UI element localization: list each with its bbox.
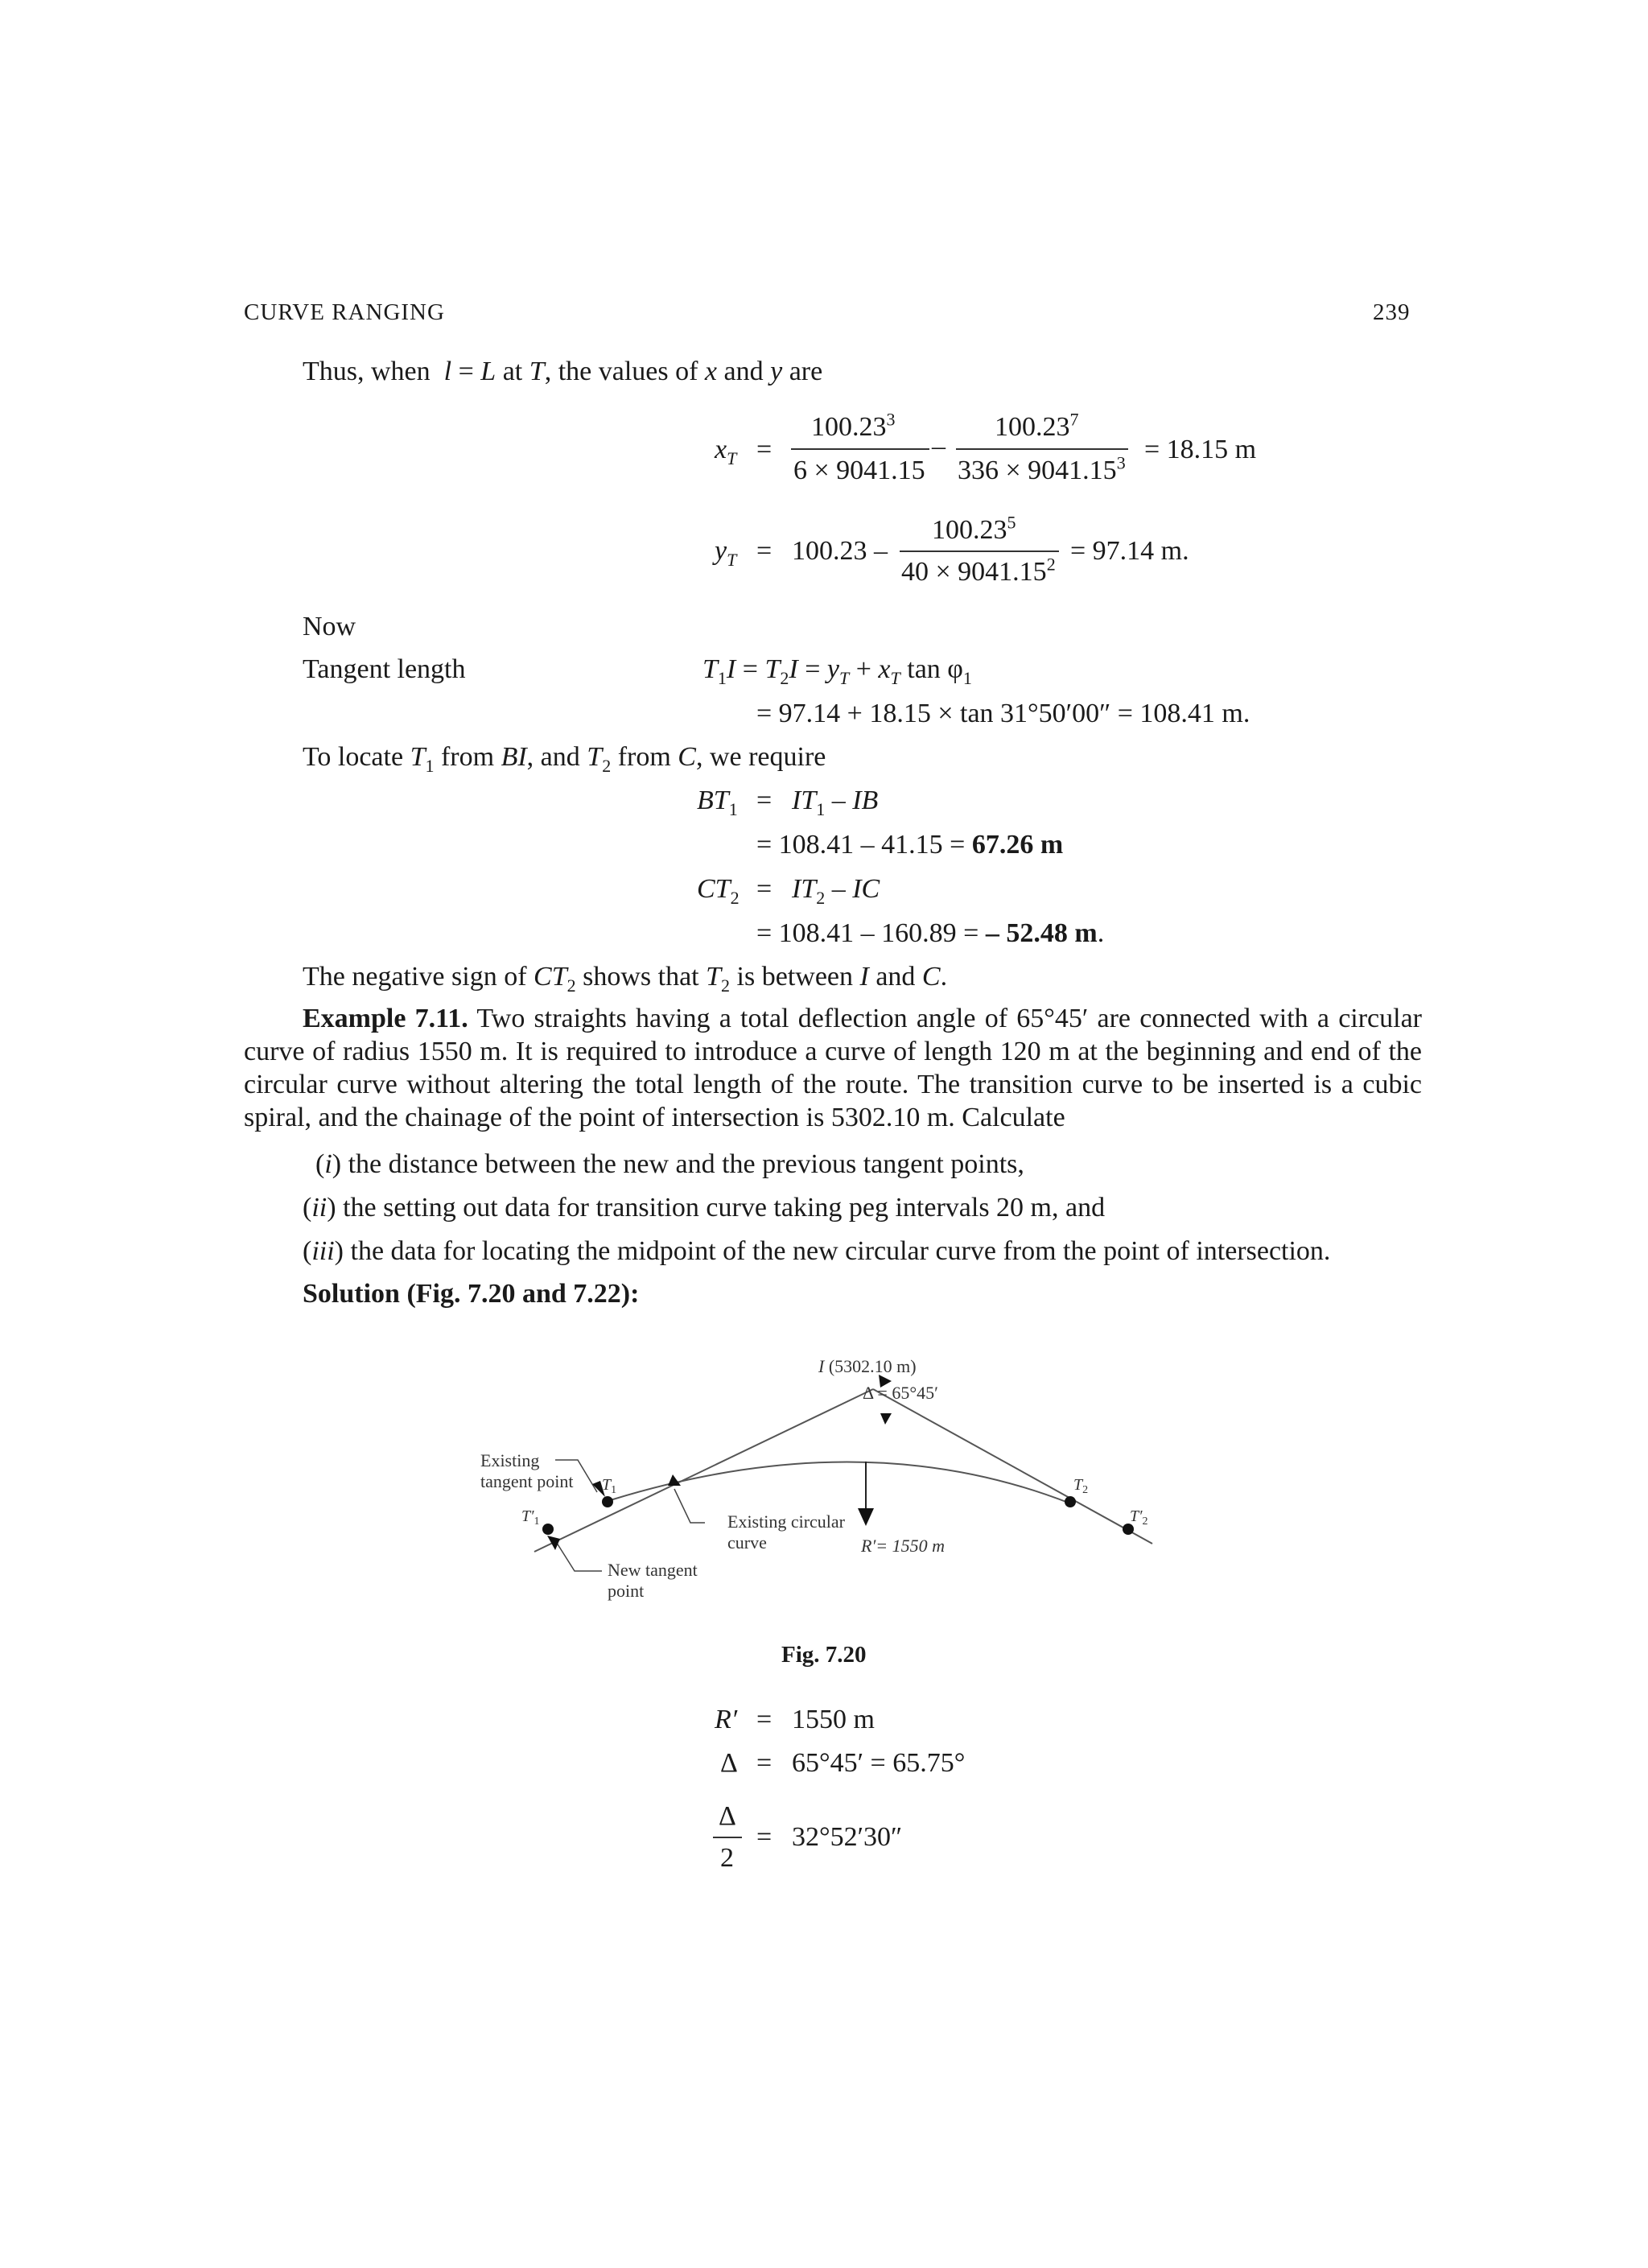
- yT-den: $40 \times 9041.15^2$: [901, 554, 1056, 587]
- intersection-label: I (5302.10 m): [818, 1356, 917, 1376]
- page-number: 239: [1373, 299, 1411, 325]
- delta-lhs: Δ: [720, 1748, 738, 1778]
- negative-sign-sentence: The negative sign of $CT_2$ shows that $T_2$ is between I and C.: [303, 962, 948, 996]
- tangent-length-eq1: $T_1I = T_2I = y_T + x_T$ $\tan \varphi_1$: [702, 654, 972, 688]
- ct2-value: = 108.41 – 160.89 = – 52.48 m.: [756, 918, 1105, 948]
- xT-result: = 18.15 m: [1144, 435, 1257, 464]
- t2-prime-label: $T'_2$: [1130, 1507, 1148, 1528]
- yT-lhs: $y_T$: [715, 536, 737, 570]
- xT-num2: 100.23$^7$: [995, 409, 1079, 442]
- locate-line: To locate $T_1$ from BI, and $T_2$ from C, we require: [303, 742, 826, 776]
- t2-label: $T_2$: [1073, 1476, 1089, 1496]
- t1-label: $T_1$: [602, 1476, 617, 1496]
- r-prime-eq: =: [756, 1705, 772, 1734]
- delta-eq: =: [756, 1748, 772, 1778]
- t1-prime-point: [542, 1524, 554, 1535]
- solution-heading: Solution (Fig. 7.20 and 7.22):: [303, 1279, 640, 1309]
- half-delta-bar: [713, 1837, 742, 1838]
- forward-tangent-line: [873, 1389, 1152, 1544]
- ct2-rhs: $IT_2$ – IC: [792, 874, 880, 908]
- new-tp-label-line1: New tangent: [608, 1560, 698, 1580]
- half-delta-value: 32°52′30″: [792, 1822, 903, 1852]
- ct2-eq: =: [756, 874, 772, 904]
- delta-label: Δ = 65°45′: [863, 1383, 938, 1403]
- example-label: Example 7.11.: [303, 1004, 468, 1033]
- half-delta-num: Δ: [719, 1801, 736, 1831]
- list-item: (iii) the data for locating the midpoint of the new circular curve from the point of intersection.: [303, 1236, 1331, 1266]
- xT-den2: $336 \times 9041.15^3$: [958, 452, 1126, 485]
- r-prime-value: 1550 m: [792, 1705, 875, 1734]
- delta-arrow-bottom: [880, 1413, 892, 1425]
- existing-curve-label-line1: Existing circular: [727, 1511, 846, 1532]
- half-delta-eq: =: [756, 1822, 772, 1852]
- t1-point: [602, 1496, 613, 1507]
- intro-line: Thus, when l = L at T, the values of x and y are: [303, 357, 823, 386]
- xT-eq: =: [756, 435, 772, 464]
- yT-num: 100.23$^5$: [932, 512, 1016, 545]
- tangent-length-label: Tangent length: [303, 654, 466, 684]
- xT-den1: 6 × 9041.15: [793, 456, 925, 485]
- list-item: (ii) the setting out data for transition curve taking peg intervals 20 m, and: [303, 1193, 1106, 1223]
- ct2-lhs: $CT_2$: [697, 874, 740, 908]
- yT-eq: =: [756, 536, 772, 566]
- t1-prime-label: $T'_1$: [521, 1507, 540, 1528]
- existing-tp-label-line2: tangent point: [480, 1471, 574, 1491]
- new-tp-arrowhead: [547, 1536, 560, 1550]
- new-tp-leader: [555, 1540, 602, 1571]
- existing-tp-label-line1: Existing: [480, 1450, 540, 1470]
- tangent-length-eq2: = 97.14 + 18.15 × tan 31°50′00″ = 108.41 m.: [756, 699, 1250, 728]
- xT-num1: 100.23$^3$: [811, 409, 896, 442]
- radius-arrowhead: [858, 1508, 874, 1526]
- r-prime-lhs: R′: [715, 1705, 738, 1734]
- xT-minus: –: [932, 431, 946, 461]
- now-label: Now: [303, 612, 356, 641]
- existing-curve-leader: [674, 1489, 705, 1523]
- existing-curve-arrowhead: [668, 1474, 681, 1486]
- xT-lhs: $x_T$: [715, 435, 737, 468]
- bt1-value: = 108.41 – 41.15 = 67.26 m: [756, 830, 1064, 860]
- bt1-eq: =: [756, 786, 772, 815]
- half-delta-den: 2: [720, 1843, 734, 1873]
- radius-label: R′= 1550 m: [861, 1536, 945, 1556]
- t2-prime-point: [1123, 1524, 1134, 1535]
- delta-value: 65°45′ = 65.75°: [792, 1748, 966, 1778]
- bt1-lhs: $BT_1$: [697, 786, 738, 819]
- list-item: (i) the distance between the new and the previous tangent points,: [315, 1149, 1024, 1179]
- t2-point: [1065, 1496, 1076, 1507]
- yT-first: 100.23 –: [792, 536, 888, 566]
- bt1-rhs: $IT_1$ – IB: [792, 786, 879, 819]
- existing-curve-label-line2: curve: [727, 1532, 767, 1553]
- example-text: Two straights having a total deflection angle of 65°45′ are connected with a circular curve of radius 1550 m. It is required to introduce a curve of length 120 m at the beginning and end of the circular curve without altering the total length of the route. The transition curve to be inserted is a cubic spiral, and the chainage of the point of intersection is 5302.10 m. Calculate: [244, 1004, 1423, 1132]
- running-title: CURVE RANGING: [244, 299, 445, 325]
- yT-result: = 97.14 m.: [1070, 536, 1189, 566]
- new-tp-label-line2: point: [608, 1581, 645, 1601]
- figure-caption: Fig. 7.20: [781, 1642, 867, 1668]
